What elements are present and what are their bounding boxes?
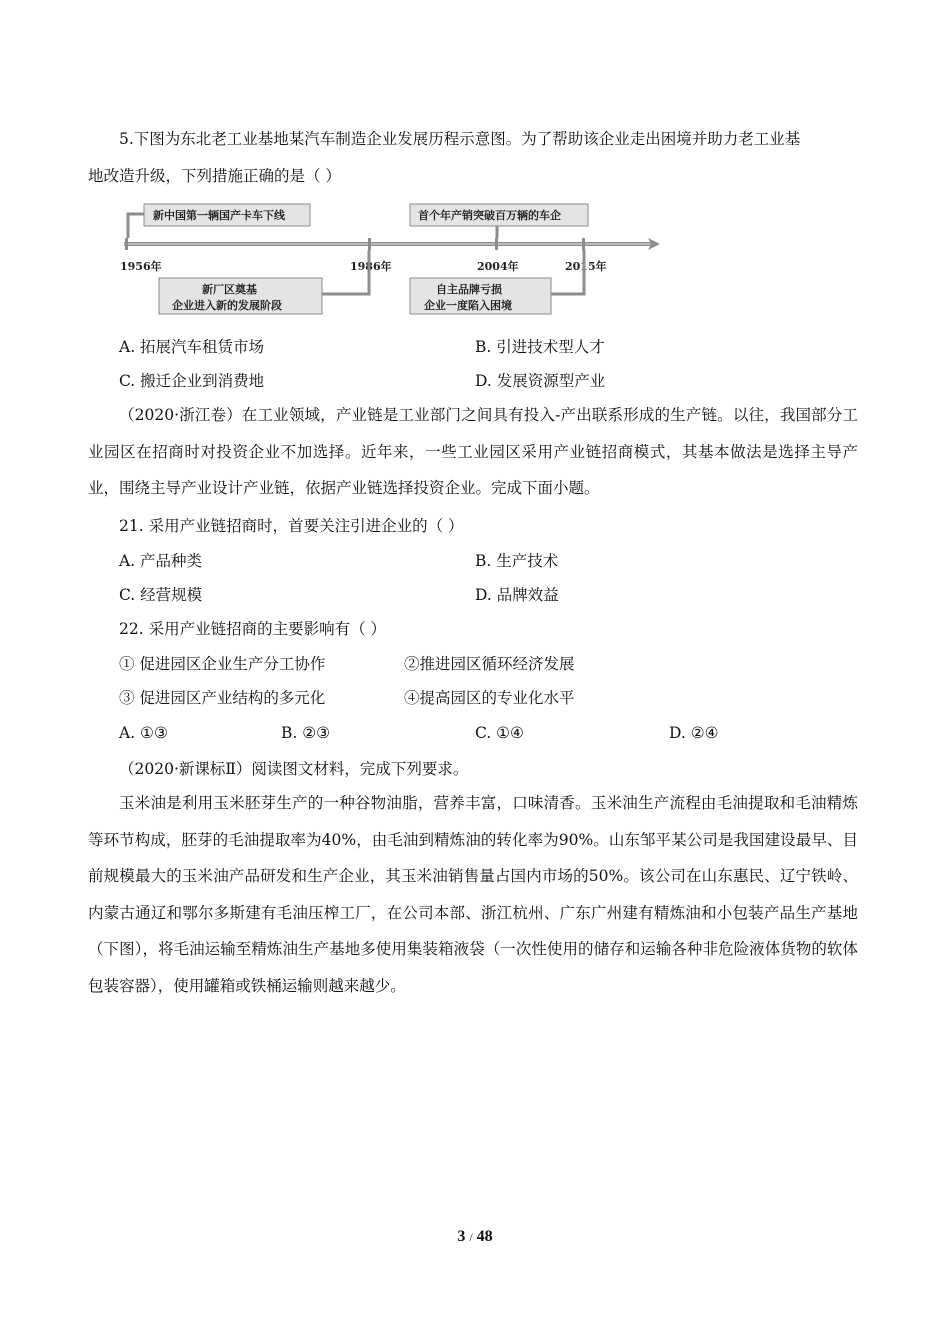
year-label-2004: 2004年 bbox=[477, 260, 519, 273]
page-current: 3 bbox=[457, 1228, 466, 1245]
intro-new-curriculum: （2020·新课标Ⅱ）阅读图文材料，完成下列要求。 bbox=[119, 760, 469, 778]
q21-option-a: A. 产品种类 bbox=[119, 552, 203, 570]
q5-option-d: D. 发展资源型产业 bbox=[475, 372, 606, 390]
event-text-1986-line1: 新厂区奠基 bbox=[202, 283, 257, 296]
page-total: 48 bbox=[476, 1228, 493, 1245]
q22-option-b: B. ②③ bbox=[281, 724, 331, 742]
tick-1986 bbox=[368, 238, 371, 250]
q5-stem-line2: 地改造升级，下列措施正确的是（ ） bbox=[88, 167, 341, 185]
q22-option-d: D. ②④ bbox=[669, 724, 719, 742]
event-text-2004: 首个年产销突破百万辆的车企 bbox=[418, 209, 561, 222]
event-text-2015-line2: 企业一度陷入困境 bbox=[424, 299, 512, 312]
q5-option-a: A. 拓展汽车租赁市场 bbox=[119, 338, 265, 356]
connector-1956 bbox=[128, 214, 144, 238]
year-label-1956: 1956年 bbox=[120, 260, 162, 273]
q22-item-1: ① 促进园区企业生产分工协作 bbox=[119, 655, 326, 673]
page-number bbox=[0, 1228, 950, 1246]
event-text-1956: 新中国第一辆国产卡车下线 bbox=[153, 209, 285, 222]
company-timeline-figure bbox=[114, 198, 674, 320]
q21-stem: 21. 采用产业链招商时，首要关注引进企业的（ ） bbox=[119, 517, 464, 535]
tick-2015 bbox=[582, 238, 585, 250]
q21-option-d: D. 品牌效益 bbox=[475, 586, 559, 604]
event-text-1986-line2: 企业进入新的发展阶段 bbox=[172, 299, 282, 312]
tick-2004 bbox=[495, 238, 498, 250]
q22-option-a: A. ①③ bbox=[119, 724, 168, 742]
page-separator: / bbox=[469, 1230, 473, 1244]
q5-stem-line1: 5.下图为东北老工业基地某汽车制造企业发展历程示意图。为了帮助该企业走出困境并助力老工业基 bbox=[119, 130, 801, 148]
event-text-2015-line1: 自主品牌亏损 bbox=[436, 283, 502, 296]
q22-item-3: ③ 促进园区产业结构的多元化 bbox=[119, 689, 326, 707]
year-label-1986: 1986年 bbox=[350, 260, 392, 273]
q22-item-2: ②推进园区循环经济发展 bbox=[404, 655, 575, 673]
tick-1956 bbox=[125, 238, 128, 250]
intro-zhejiang: （2020·浙江卷）在工业领域，产业链是工业部门之间具有投入-产出联系形成的生产链。以往，我国部分工业园区在招商时对投资企业不加选择。近年来，一些工业园区采用产业链招商模式，其基本做法是选择主导产业，围绕主导产业设计产业链，依据产业链选择投资企业。完成下面小题。 bbox=[88, 406, 858, 497]
q22-option-c: C. ①④ bbox=[475, 724, 524, 742]
q5-option-b: B. 引进技术型人才 bbox=[475, 338, 605, 356]
q21-option-b: B. 生产技术 bbox=[475, 552, 559, 570]
q22-stem: 22. 采用产业链招商的主要影响有（ ） bbox=[119, 620, 387, 638]
year-label-2015: 2015年 bbox=[565, 260, 607, 273]
material-paragraph: 玉米油是利用玉米胚芽生产的一种谷物油脂，营养丰富，口味清香。玉米油生产流程由毛油提取和毛油精炼等环节构成，胚芽的毛油提取率为40%，由毛油到精炼油的转化率为90%。山东邹平某公司是我国建设最早、目前规模最大的玉米油产品研发和生产企业，其玉米油销售量占国内市场的50%。该公司在山东惠民、辽宁铁岭、内蒙古通辽和鄂尔多斯建有毛油压榨工厂，在公司本部、浙江杭州、广东广州建有精炼油和小包装产品生产基地（下图），将毛油运输至精炼油生产基地多使用集装箱液袋（一次性使用的储存和运输各种非危险液体货物的软体包装容器），使用罐箱或铁桶运输则越来越少。 bbox=[88, 794, 858, 995]
q5-option-c: C. 搬迁企业到消费地 bbox=[119, 372, 265, 390]
q22-item-4: ④提高园区的专业化水平 bbox=[404, 689, 575, 707]
q21-option-c: C. 经营规模 bbox=[119, 586, 203, 604]
